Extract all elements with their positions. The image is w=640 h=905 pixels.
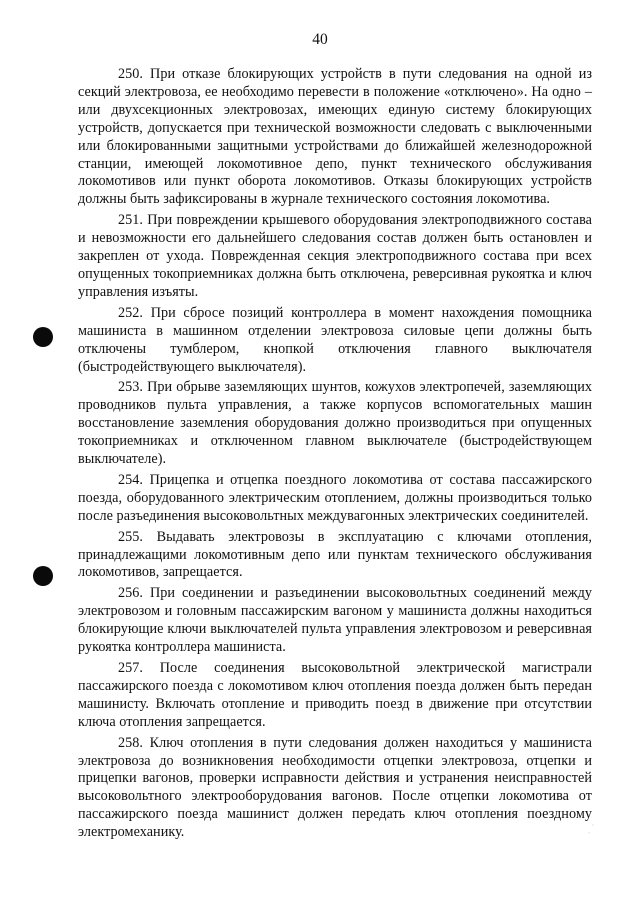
paragraph-258: 258. Ключ отопления в пути следования должен находиться у машиниста электровоза до возникновения необходимости отцепки электровоза, отцепки и прицепки вагонов, проверки исправности действия и устранения неисправностей высоковольтного электрооборудования вагонов. После отцепки локомотива от пассажирского поезда машинист должен передать ключ отопления поездному электромеханику. xyxy=(78,734,592,841)
punch-hole xyxy=(33,327,53,347)
scan-noise xyxy=(582,812,600,838)
paragraph-250: 250. При отказе блокирующих устройств в пути следования на одной из секций электровоза, ее необходимо перевести в положение «отключено». На одно – или двухсекционных электровозах, имеющих единую систему блокирующих устройств, допускается при технической возможности следовать с выключенными или блокированными защитными устройствами до ближайшей железнодорожной станции, имеющей локомотивное депо, пункт технического обслуживания локомотивов или пункт оборота локомотивов. Отказы блокирующих устройств должны быть зафиксированы в журнале технического состояния локомотива. xyxy=(78,66,592,208)
punch-hole xyxy=(33,566,53,586)
document-body xyxy=(78,66,592,845)
paragraph-254: 254. Прицепка и отцепка поездного локомотива от состава пассажирского поезда, оборудованного электрическим отоплением, должны производиться только после разъединения высоковольтных междувагонных электрических соединителей. xyxy=(78,471,592,524)
paragraph-253: 253. При обрыве заземляющих шунтов, кожухов электропечей, заземляющих проводников пульта управления, а также корпусов вспомогательных машин восстановление заземления оборудования должно производиться при опущенных токоприемниках и отключенном главном выключателе (быстродействующем выключателе). xyxy=(78,379,592,468)
paragraph-256: 256. При соединении и разъединении высоковольтных соединений между электровозом и головным пассажирским вагоном у машиниста должны находиться блокирующие ключи выключателей пульта управления электровозом и реверсивная рукоятка контроллера машиниста. xyxy=(78,585,592,656)
paragraph-251: 251. При повреждении крышевого оборудования электроподвижного состава и невозможности его дальнейшего следования состав должен быть остановлен и закреплен от ухода. Поврежденная секция электроподвижного состава при всех опущенных токоприемниках должна быть отключена, реверсивная рукоятка и ключ управления изъяты. xyxy=(78,212,592,300)
page-number: 40 xyxy=(312,31,328,48)
paragraph-257: 257. После соединения высоковольтной электрической магистрали пассажирского поезда с локомотивом ключ отопления поезда должен быть передан машинисту. Включать отопление и приводить поезд в движение при отсутствии ключа отопления запрещается. xyxy=(78,660,592,730)
paragraph-252: 252. При сбросе позиций контроллера в момент нахождения помощника машиниста в машинном отделении электровоза силовые цепи должны быть отключены тумблером, кнопкой отключения главного выключателя (быстродействующего выключателя). xyxy=(78,304,592,375)
paragraph-255: 255. Выдавать электровозы в эксплуатацию с ключами отопления, принадлежащими локомотивным депо или пунктам технического обслуживания локомотивов, запрещается. xyxy=(78,528,592,581)
